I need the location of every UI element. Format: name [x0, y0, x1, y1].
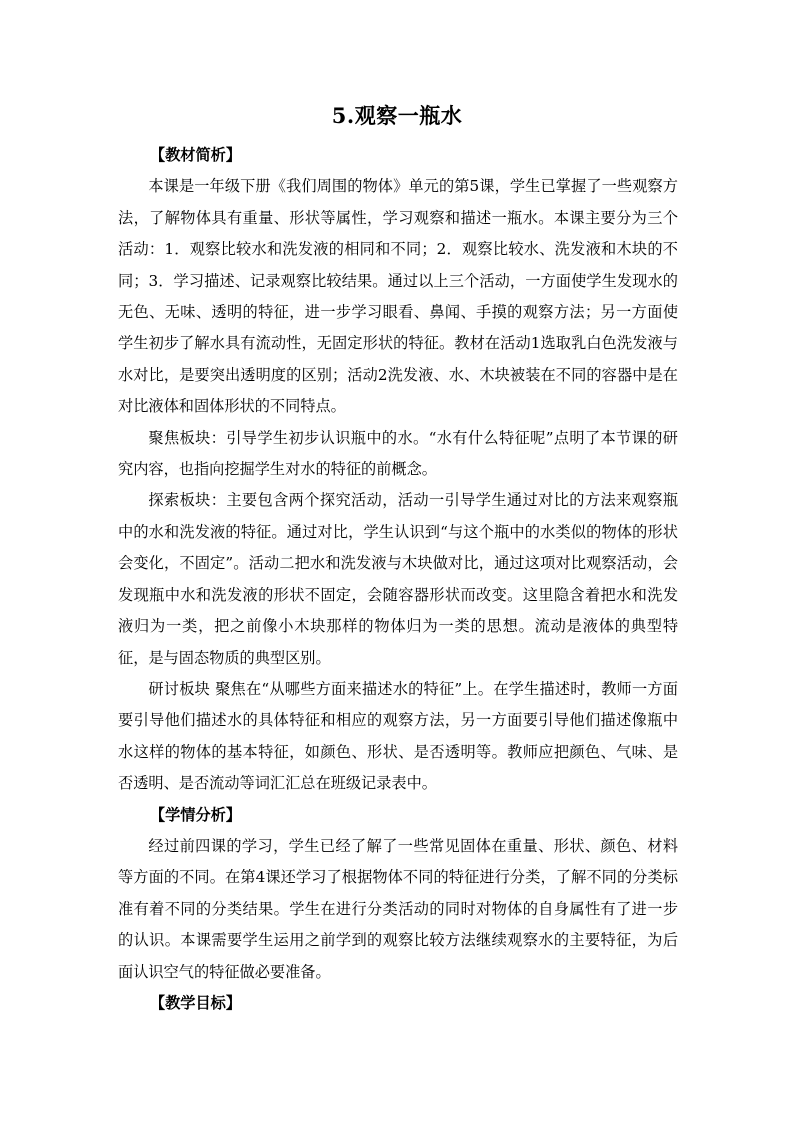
paragraph-student-analysis: 经过前四课的学习，学生已经了解了一些常见固体在重量、形状、颜色、材料等方面的不同。在第4课还学习了根据物体不同的特征进行分类，了解不同的分类标准有着不同的分类结果。学生在进行分类活动的同时对物体的自身属性有了进一步的认识。本课需要学生运用之前学到的观察比较方法继续观察水的主要特征，为后面认识空气的特征做必要准备。 — [118, 836, 678, 981]
paragraph-focus-section: 聚焦板块：引导学生初步认识瓶中的水。“水有什么特征呢”点明了本节课的研究内容，也指向挖掘学生对水的特征的前概念。 — [118, 428, 678, 479]
paragraph-explore-section: 探索板块：主要包含两个探究活动，活动一引导学生通过对比的方法来观察瓶中的水和洗发液的特征。通过对比，学生认识到“与这个瓶中的水类似的物体的形状会变化，不固定”。活动二把水和洗发液与木块做对比，通过这项对比观察活动，会发现瓶中水和洗发液的形状不固定，会随容器形状而改变。这里隐含着把水和洗发液归为一类，把之前像小木块那样的物体归为一类的思想。流动是液体的典型特征，是与固态物质的典型区别。 — [118, 491, 678, 667]
page-title: 5.观察一瓶水 — [331, 103, 463, 128]
section-heading-student-analysis: 【学情分析】 — [149, 805, 242, 824]
section-heading-textbook-analysis: 【教材简析】 — [149, 146, 242, 164]
paragraph-textbook-intro: 本课是一年级下册《我们周围的物体》单元的第5课，学生已掌握了一些观察方法，了解物体具有重量、形状等属性，学习观察和描述一瓶水。本课主要分为三个活动：1．观察比较水和洗发液的相同和不同；2．观察比较水、洗发液和木块的不同；3．学习描述、记录观察比较结果。通过以上三个活动，一方面使学生发现水的无色、无味、透明的特征，进一步学习眼看、鼻闻、手摸的观察方法；另一方面使学生初步了解水具有流动性，无固定形状的特征。教材在活动1选取乳白色洗发液与水对比，是要突出透明度的区别；活动2洗发液、水、木块被装在不同的容器中是在对比液体和固体形状的不同特点。 — [118, 177, 678, 416]
section-heading-teaching-goals: 【教学目标】 — [149, 993, 242, 1012]
paragraph-discussion-section: 研讨板块 聚焦在“从哪些方面来描述水的特征”上。在学生描述时，教师一方面要引导他们描述水的具体特征和相应的观察方法，另一方面要引导他们描述像瓶中水这样的物体的基本特征，如颜色、形状、是否透明等。教师应把颜色、气味、是否透明、是否流动等词汇汇总在班级记录表中。 — [118, 679, 678, 793]
document-body — [118, 140, 678, 1019]
